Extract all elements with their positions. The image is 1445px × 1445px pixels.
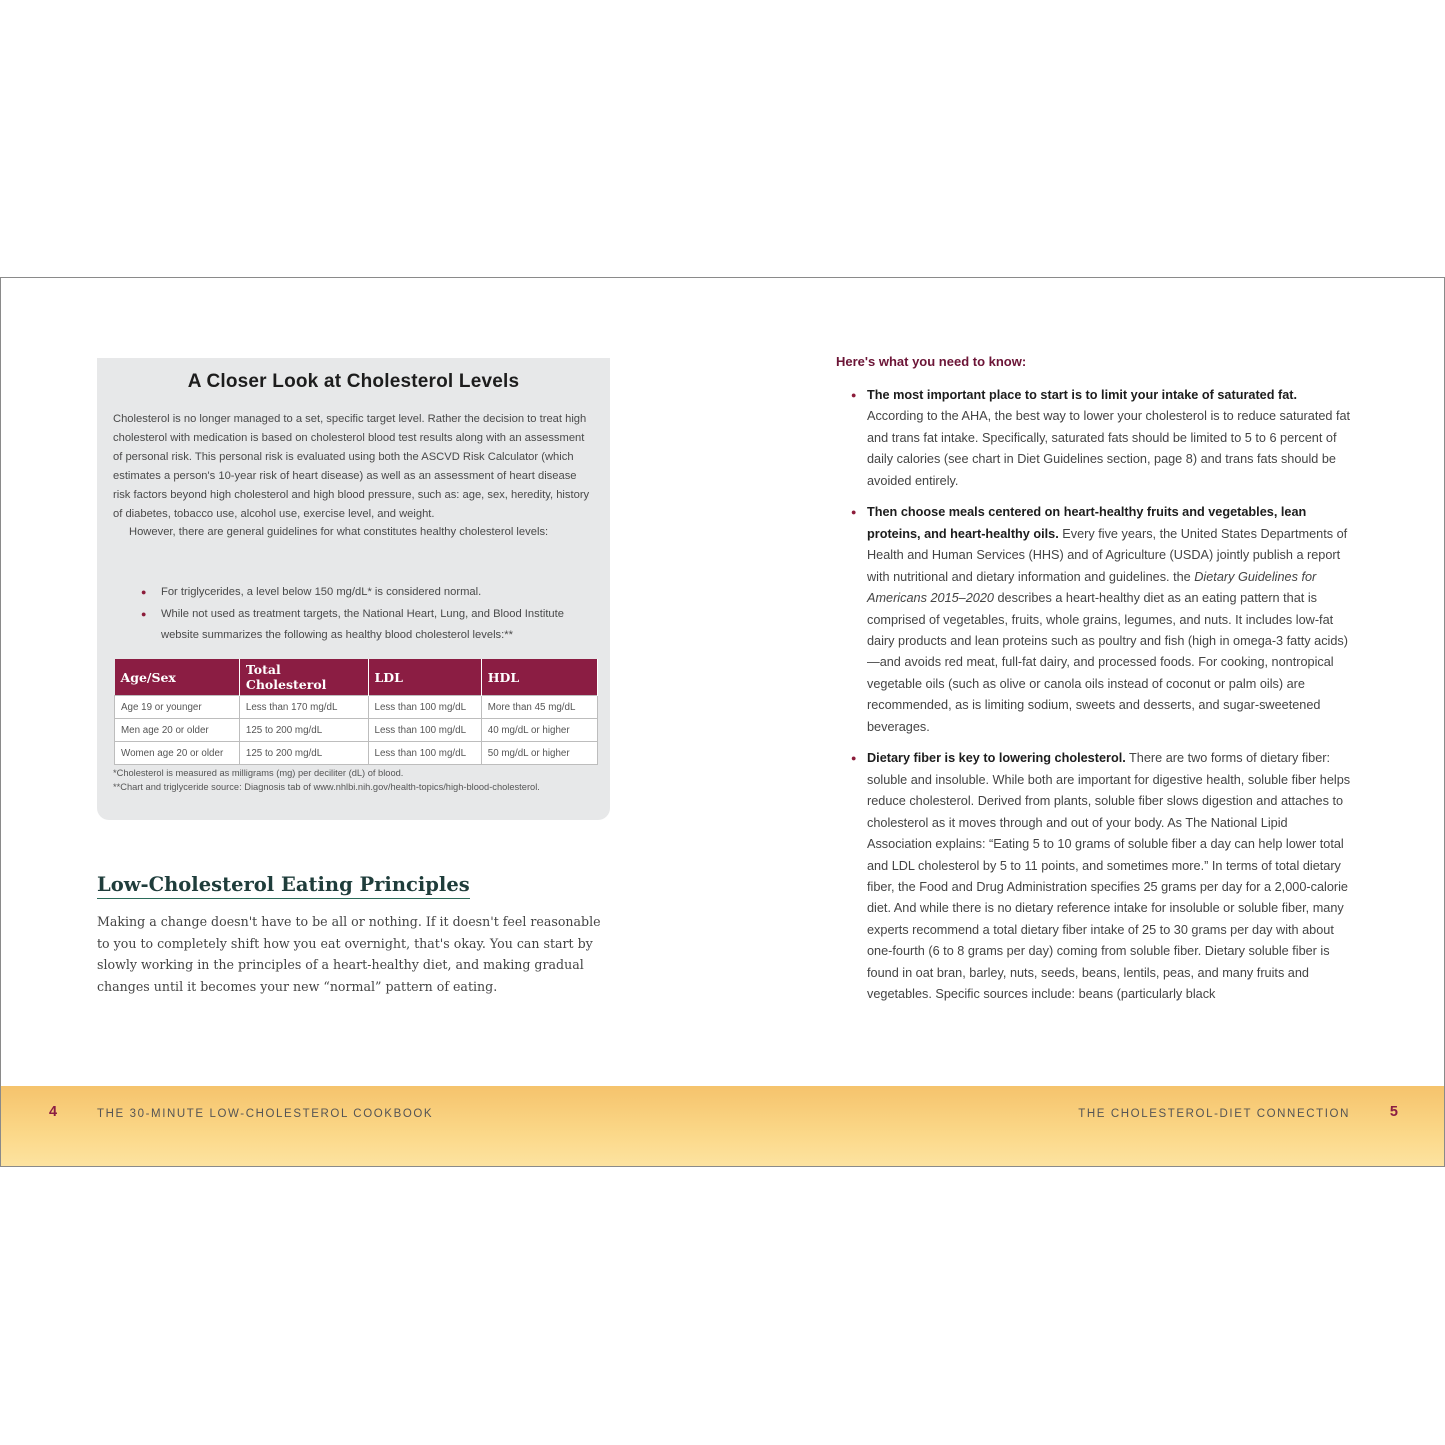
bullet-lead: The most important place to start is to limit your intake of saturated fat. xyxy=(867,388,1298,402)
table-header-row xyxy=(115,659,598,696)
table-cell: Age 19 or younger xyxy=(115,696,240,719)
bullet-text: describes a heart-healthy diet as an eating pattern that is comprised of vegetables, fruits, whole grains, legumes, and nuts. It includes low-fat dairy products and lean proteins such as poultry and fish (high in omega-3 fatty acids)—and avoids red meat, full-fat dairy, and processed foods. For cooking, nontropical vegetable oils (such as olive or canola oils instead of coconut or palm oils) are recommended, as is limiting sodium, sweets and desserts, and sugar-sweetened beverages. xyxy=(867,591,1348,734)
table-cell: Less than 100 mg/dL xyxy=(368,696,481,719)
table-header: Total Cholesterol xyxy=(239,659,368,696)
page-footer xyxy=(1,1086,1444,1166)
guidance-bullet xyxy=(851,502,1351,738)
cholesterol-sidebar xyxy=(97,358,610,820)
guidance-bullet xyxy=(851,748,1351,1005)
sidebar-footnotes xyxy=(113,767,593,794)
bullet-lead: Dietary fiber is key to lowering cholesterol. xyxy=(867,751,1126,766)
table-cell: Less than 170 mg/dL xyxy=(239,696,368,719)
subsection-heading: Here's what you need to know: xyxy=(836,354,1027,369)
table-cell: Women age 20 or older xyxy=(115,742,240,765)
table-cell: 125 to 200 mg/dL xyxy=(239,742,368,765)
table-cell: Men age 20 or older xyxy=(115,719,240,742)
table-row xyxy=(115,696,598,719)
table-cell: More than 45 mg/dL xyxy=(481,696,597,719)
sidebar-paragraph: However, there are general guidelines for what constitutes healthy cholesterol levels: xyxy=(129,526,549,539)
page-number-right: 5 xyxy=(1389,1104,1398,1120)
footnote: **Chart and triglyceride source: Diagnosis tab of www.nhlbi.nih.gov/health-topics/high-blood-cholesterol. xyxy=(113,781,540,792)
footnote: *Cholesterol is measured as milligrams (mg) per deciliter (dL) of blood. xyxy=(113,768,404,778)
table-header: HDL xyxy=(481,659,597,696)
table-header: Age/Sex xyxy=(115,659,240,696)
sidebar-body xyxy=(113,410,595,542)
page-number-left: 4 xyxy=(49,1104,58,1120)
bullet-text: There are two forms of dietary fiber: soluble and insoluble. While both are important for digestive health, soluble fiber helps reduce cholesterol. Derived from plants, soluble fiber slows digestion and attaches to cholesterol as it moves through and out of your body. As The National Lipid Association explains: “Eating 5 to 10 grams of soluble fiber a day can help lower total and LDL cholesterol by 5 to 11 points, and sometimes more.” In terms of total dietary fiber, the Food and Drug Administration specifies 25 grams per day for a 2,000-calorie diet. And while there is no dietary reference intake for insoluble or soluble fiber, many experts recommend a total dietary fiber intake of 25 to 30 grams per day with about one-fourth (6 to 8 grams per day) coming from soluble fiber. Dietary soluble fiber is found in oat bran, barley, nuts, seeds, beans, lentils, peas, and many fruits and vegetables. Specific sources include: beans (particularly black xyxy=(867,751,1351,1002)
table-cell: 50 mg/dL or higher xyxy=(481,742,597,765)
table-header: LDL xyxy=(368,659,481,696)
table-cell: 40 mg/dL or higher xyxy=(481,719,597,742)
bullet-text: Every five years, the United States Departments of Health and Human Services (HHS) and of Agriculture (USDA) jointly publish a report with nutritional and dietary information and guidelines. the xyxy=(867,526,1348,584)
sidebar-title: A Closer Look at Cholesterol Levels xyxy=(187,371,520,392)
table-cell: Less than 100 mg/dL xyxy=(368,719,481,742)
table-row xyxy=(115,742,598,765)
guidance-bullet xyxy=(851,385,1351,492)
bullet-text: According to the AHA, the best way to lower your cholesterol is to reduce saturated fat and trans fat intake. Specifically, saturated fats should be limited to 5 to 6 percent of daily calories (see chart in Diet Guidelines section, page 8) and trans fats should be avoided entirely. xyxy=(867,409,1351,488)
bullet-lead: Then choose meals centered on heart-healthy fruits and vegetables, lean proteins, and heart-healthy oils. xyxy=(867,505,1307,541)
publication-title: Dietary Guidelines for Americans 2015–2020 xyxy=(867,569,1317,606)
guidance-bullet-list xyxy=(851,385,1351,1006)
sidebar-paragraph: Cholesterol is no longer managed to a set, specific target level. Rather the decision to treat high cholesterol with medication is based on cholesterol blood test results along with an assessment of personal risk. This personal risk is evaluated using both the ASCVD Risk Calculator (which estimates a person's 10-year risk of heart disease) as well as an assessment of heart disease risk factors beyond high cholesterol and high blood pressure, such as: age, sex, heredity, history of diabetes, tobacco use, alcohol use, exercise level, and weight. xyxy=(113,413,590,520)
sidebar-bullet: ● While not used as treatment targets, the National Heart, Lung, and Blood Institute website summarizes the following as healthy blood cholesterol levels:** xyxy=(141,604,601,647)
sidebar-bullet: ● For triglycerides, a level below 150 mg/dL* is considered normal. xyxy=(141,582,601,604)
cholesterol-table xyxy=(114,659,598,765)
sidebar-bullet-list xyxy=(141,582,601,647)
table-cell: 125 to 200 mg/dL xyxy=(239,719,368,742)
table-row xyxy=(115,719,598,742)
section-paragraph: Making a change doesn't have to be all or nothing. If it doesn't feel reasonable to you to completely shift how you eat overnight, that's okay. You can start by slowly working in the principles of a heart-healthy diet, and making gradual changes until it becomes your new “normal” pattern of eating. xyxy=(97,914,601,994)
table-cell: Less than 100 mg/dL xyxy=(368,742,481,765)
running-title-right: THE CHOLESTEROL-DIET CONNECTION xyxy=(1078,1108,1350,1120)
book-spread xyxy=(0,277,1445,1167)
running-title-left: THE 30-MINUTE LOW-CHOLESTEROL COOKBOOK xyxy=(97,1108,434,1120)
section-heading: Low-Cholesterol Eating Principles xyxy=(97,873,470,899)
